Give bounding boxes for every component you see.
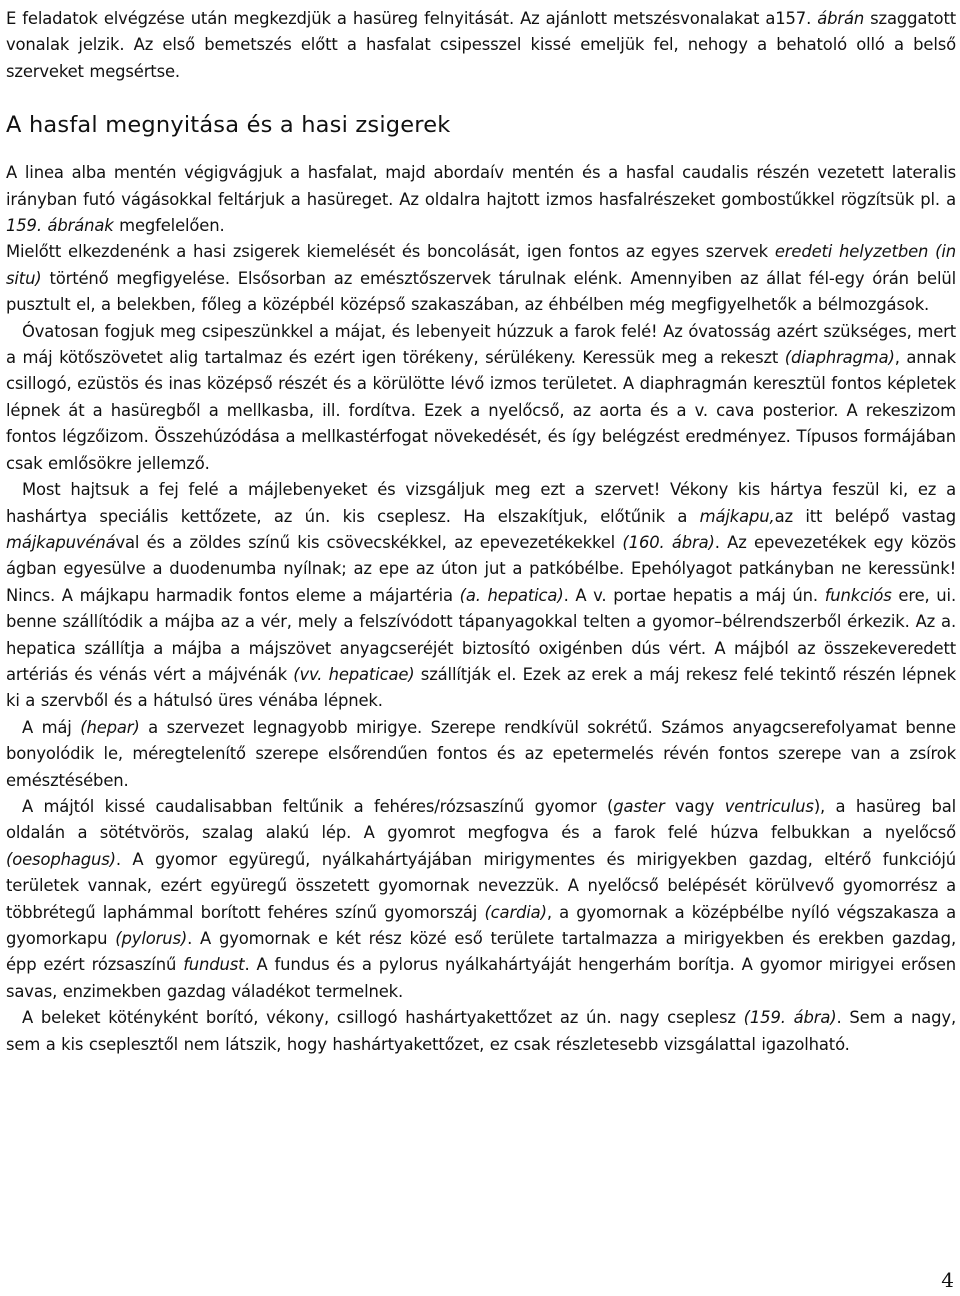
paragraph (6, 1005, 956, 1058)
italic-term: (159. ábra) (743, 1008, 837, 1028)
paragraph (6, 239, 956, 318)
text-run: megfelelően. (113, 216, 225, 236)
paragraph (6, 715, 956, 794)
italic-term: (diaphragma) (784, 348, 895, 368)
text-run: szaggatott vonalak jelzik. Az első bemetszés előtt a hasfalat csipesszel kissé emeljük fel, nehogy a behatoló olló a belső szerveket megsértse. (6, 9, 956, 81)
text-run: az itt belépő vastag (774, 506, 956, 526)
text-run: . Az epevezetékek egy közös ágban egyesülve a duodenumba nyílnak; az epe az úton jut a patkóbélbe. Epehólyagot patkányban ne keressünk! Nincs. A májkapu harmadik fontos eleme a májartéria (6, 532, 957, 605)
italic-term: májkapuvéná (6, 532, 116, 552)
text-run: . Sem a nagy, sem a kis cseplesztől nem látszik, hogy hashártyakettőzet, ez csak részletesebb vizsgálattal igazolható. (6, 1008, 957, 1054)
text-run: történő megfigyelése. Elsősorban az emésztőszervek tárulnak elénk. Amennyiben az állat fél-egy órán belül pusztult el, a belekben, főleg a középbél középső szakaszában, az éhbélben még megfigyelhetők a bélmozgások. (6, 268, 956, 315)
italic-term: (oesophagus) (6, 849, 116, 869)
text-run: szállítják el. Ezek az erek a máj rekesz felé tekintő részén lépnek ki a szervből és a hátulsó üres vénába lépnek. (6, 664, 956, 711)
text-run: . A gyomor együregű, nyálkahártyájában mirigymentes és mirigyekben gazdag, eltérő funkciójú területek vannak, ezért együregű összetett gyomornak nevezzük. A nyelőcső belépését körülvevő gyomorrész a többrétegű laphámmal borított fehéres színű gyomorszáj (6, 849, 956, 922)
text-run: ), a hasüreg bal oldalán a sötétvörös, szalag alakú lép. A gyomrot megfogva és a farok felé húzva felbukkan a nyelőcső (6, 796, 957, 843)
italic-term: ventriculus (724, 796, 814, 816)
text-run: Óvatosan fogjuk meg csipeszünkkel a májat, és lebenyeit húzzuk a farok felé! Az óvatosság azért szükséges, mert a máj kötőszövetet alig tartalmaz és ezért igen törékeny, sérülékeny. Keressük meg a rekeszt (6, 321, 956, 368)
text-run: , a gyomornak a középbélbe nyíló végszakasza a gyomorkapu (6, 902, 956, 948)
italic-term: (pylorus) (115, 929, 188, 948)
italic-term: (cardia) (484, 902, 547, 922)
text-run: . A fundus és a pylorus nyálkahártyáját hengerhám borítja. A gyomor mirigyei erősen savas, enzimekben gazdag váladékot termelnek. (6, 955, 956, 1001)
text-run: A májtól kissé caudalisabban feltűnik a fehéres/rózsaszínű gyomor ( (22, 796, 614, 816)
intro-paragraph (6, 6, 956, 85)
paragraph (6, 160, 956, 239)
text-run: , annak csillogó, ezüstös és inas középső részét és a körülötte lévő izmos területet. A diaphragmán keresztül fontos képletek lépnek át a hasüregből a mellkasba, ill. fordítva. Ezek a nyelőcső, az aorta és a v. cava posterior. A rekeszizom fontos légzőizom. Összehúzódása a mellkastérfogat növekedését, és így belégzést eredményez. Típusos formájában csak emlősökre jellemző. (6, 348, 956, 473)
text-run: Most hajtsuk a fej felé a májlebenyeket és vizsgáljuk meg ezt a szervet! Vékony kis hártya feszül ki, ez a hashártya speciális kettőzete, az ún. kis cseplesz. Ha elszakítjuk, előtűnik a (6, 480, 956, 526)
text-run: ere, ui. benne szállítódik a májba az a vér, mely a felszívódott tápanyagokkal telten a gyomor–bélrendszerből érkezik. Az a. hepatica szállítja a májba a májszövet anyagcseréjét biztosító oxigénben dús vért. A májból az összekeveredett artériás és vénás vért a májvénák (6, 585, 957, 684)
italic-term: gaster (613, 796, 665, 816)
text-run: A beleket kötényként borító, vékony, csillogó hashártyakettőzet az ún. nagy cseplesz (22, 1008, 744, 1028)
paragraph (6, 319, 956, 477)
text-run: A máj (22, 717, 81, 737)
paragraph (6, 477, 956, 715)
text-run: vagy (664, 796, 725, 816)
text-run: a szervezet legnagyobb mirigye. Szerepe rendkívül sokrétű. Számos anyagcserefolyamat benne bonyolódik le, méregtelenítő szerepe elsőrendűen fontos és az epetermelés révén fontos szerepe van a zsírok emésztésében. (6, 717, 956, 790)
italic-term: májkapu, (699, 506, 775, 526)
italic-term: fundust (183, 955, 245, 975)
text-run: val és a zöldes színű kis csövecskékkel, az epevezetékekkel (115, 532, 623, 552)
italic-term: 159. ábrának (6, 216, 114, 236)
italic-term: (a. hepatica) (459, 585, 564, 605)
body-text (6, 160, 956, 1058)
section-heading: A hasfal megnyitása és a hasi zsigerek (6, 112, 451, 139)
italic-term: (vv. hepaticae) (293, 664, 415, 684)
italic-term: ábrán (817, 9, 865, 28)
text-run: . A gyomornak e két rész közé eső területe tartalmazza a mirigyekben és erekben gazdag, épp ezért rózsaszínű (6, 929, 956, 975)
paragraph (6, 794, 956, 1005)
text-run: A linea alba mentén végigvágjuk a hasfalat, majd abordaív mentén és a hasfal caudalis részén vezetett lateralis irányban futó vágásokkal feltárjuk a hasüreget. Az oldalra hajtott izmos hasfalrészeket gombostűkkel rögzítsük pl. a (6, 163, 956, 209)
text-run: . A v. portae hepatis a máj ún. (563, 585, 825, 605)
italic-term: funkciós (824, 585, 892, 605)
text-run: E feladatok elvégzése után megkezdjük a hasüreg felnyitását. Az ajánlott metszésvonalakat a157. (6, 9, 818, 28)
italic-term: (hepar) (80, 717, 140, 737)
italic-term: eredeti helyzetben (in situ) (6, 242, 956, 288)
text-run: Mielőtt elkezdenénk a hasi zsigerek kiemelését és boncolását, igen fontos az egyes szervek (6, 242, 775, 262)
italic-term: (160. ábra) (622, 532, 715, 552)
page-number: 4 (941, 1268, 954, 1292)
